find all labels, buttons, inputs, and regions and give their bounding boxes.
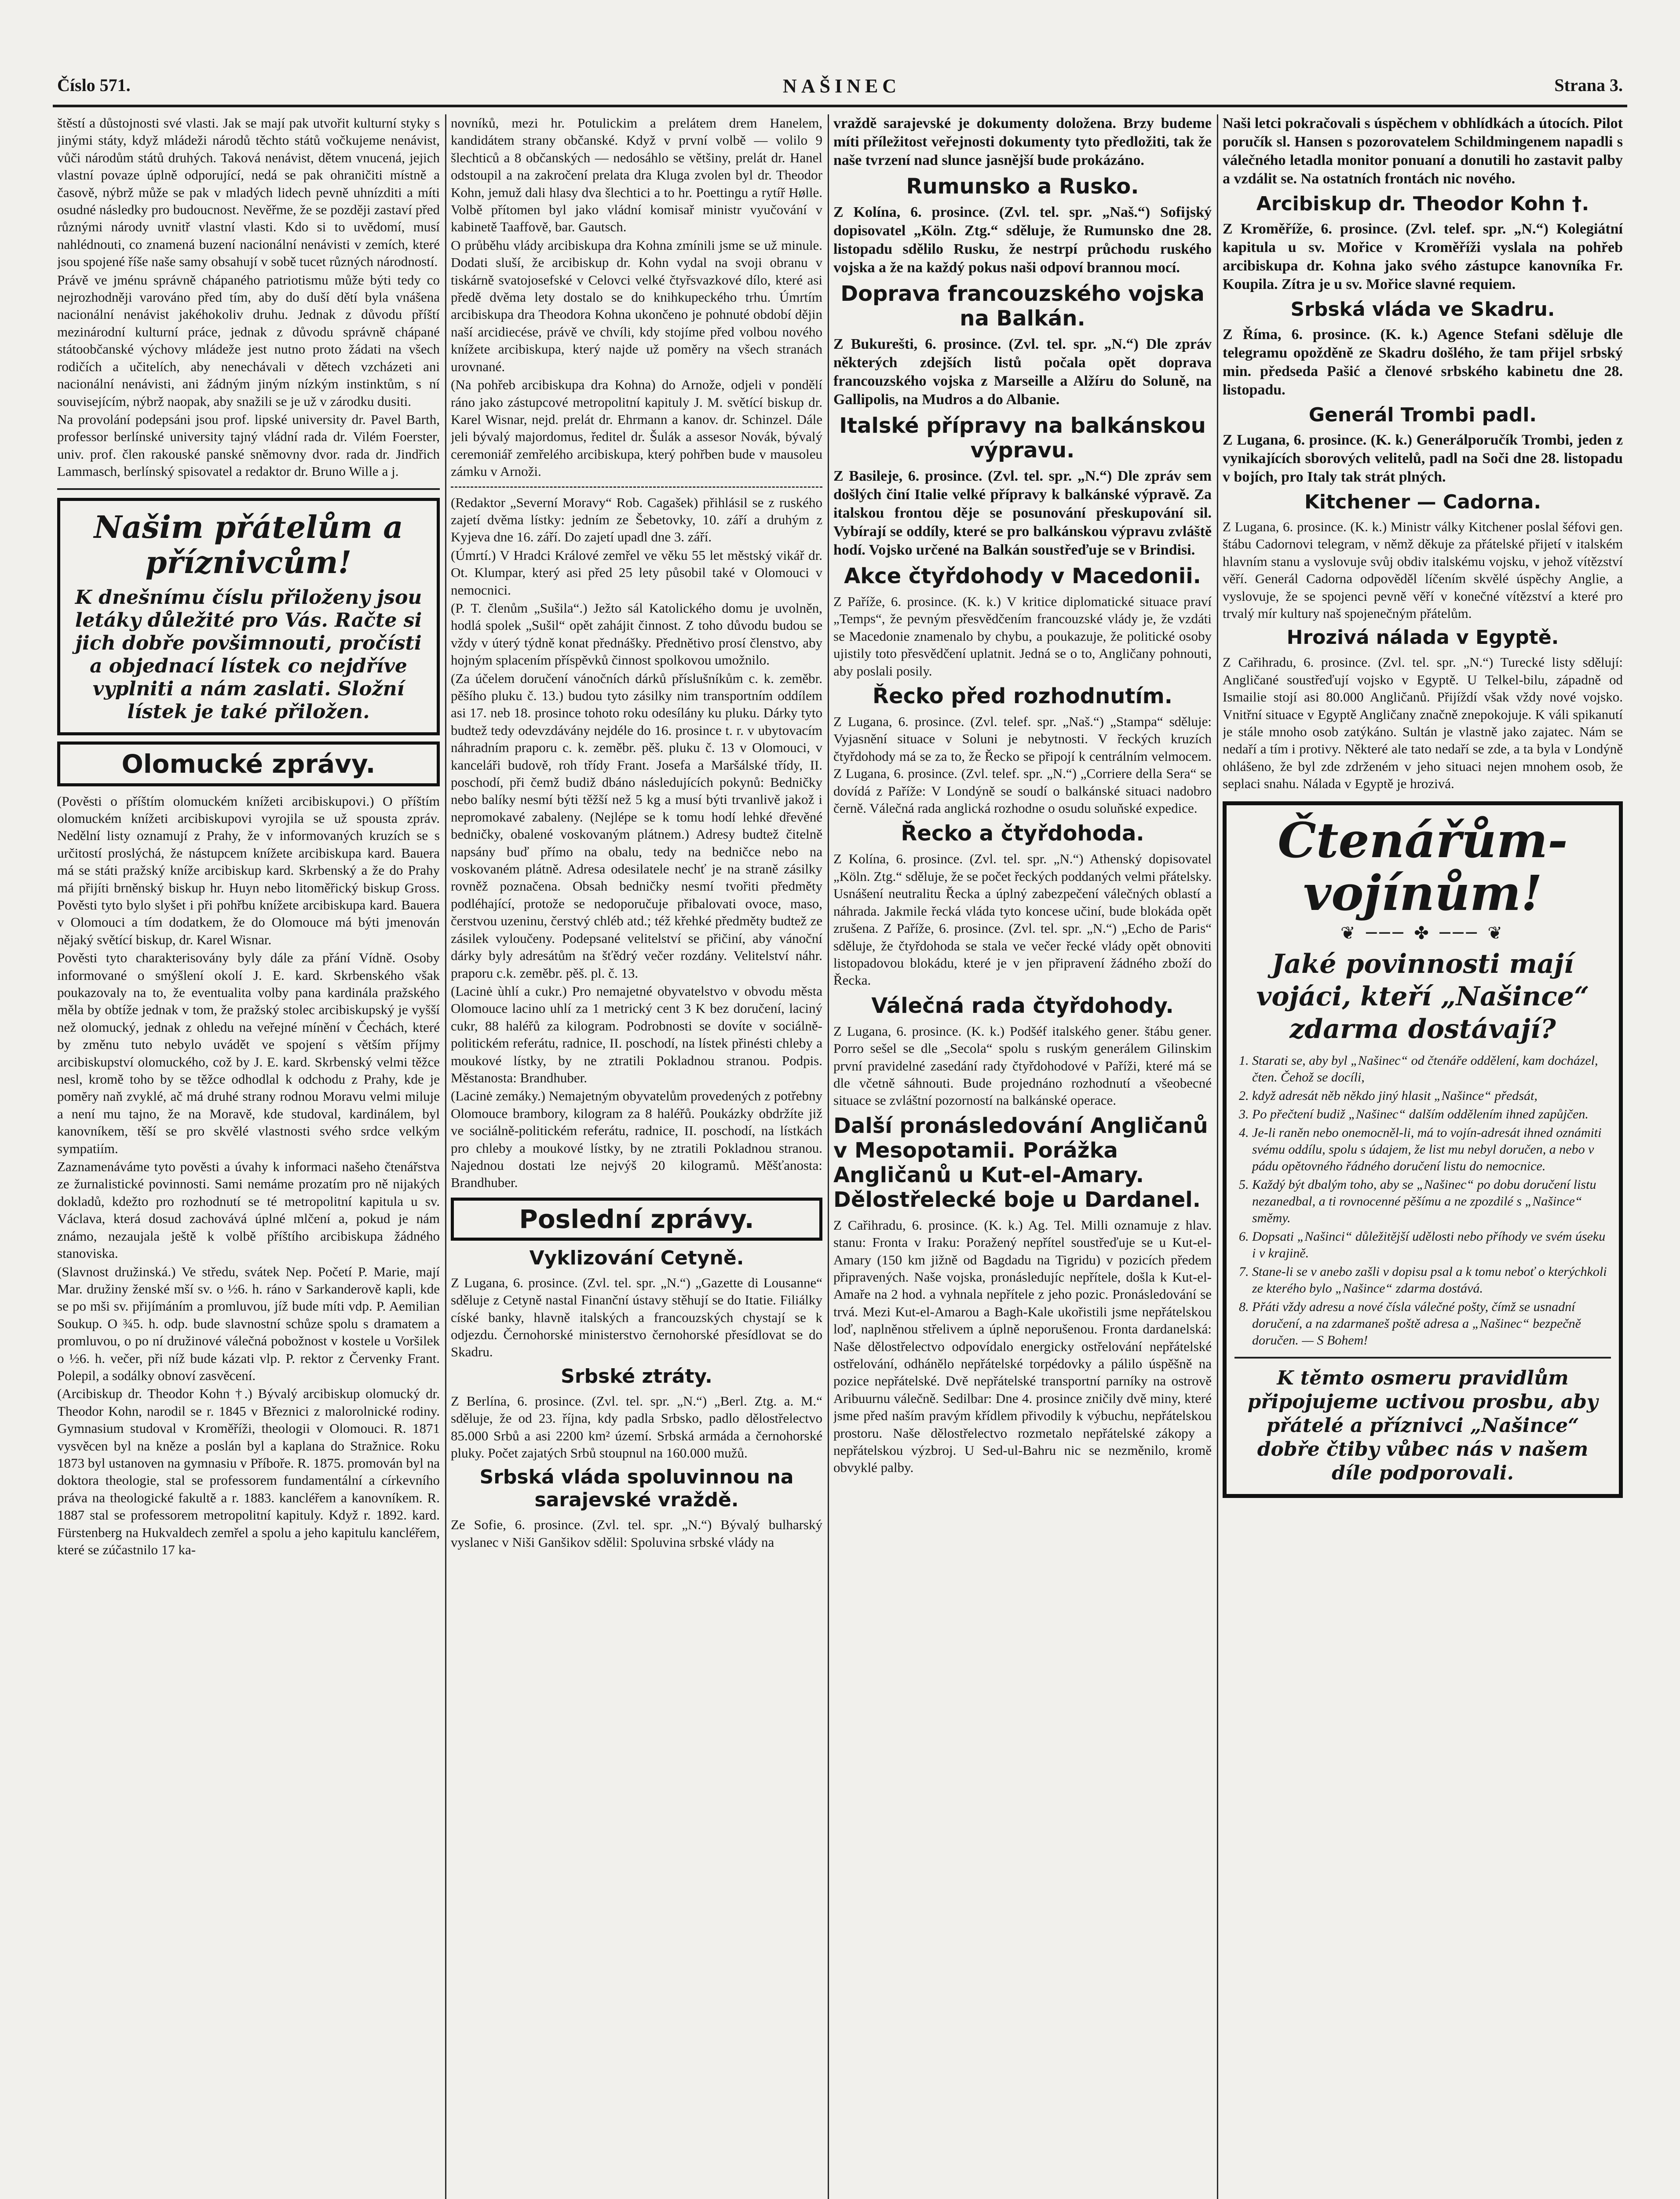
article-paragraph: Pověsti tyto charakterisovány byly dále za přání Vídně. Osoby informované o smýšlení okolí J. E. kard. Skrbenského však poukazovaly na to, že eventualita volby pana kardinála pražského měla by obtíže jednak v tom, že pražský stolec arcibiskupský je vyšší než olomucký, jednak z ohledu na veřejné mínění v Čechách, které by změnu tuto nebylo uvádět ve spojení s větším příjmy arcibiskupství olomuckého, což by J. E. kard. Skrbenský velmi těžce nesl, kromě toho by se těžce odhodlal k odchodu z Prahy, kde je pomĕry naň zvyklé, ač má druhé strany rodnou Moravu velmi miluje a není mu tajno, že na Moravě, kde studoval, kardinálem, byl kanovníkem, těší se pro skvělé vlastnosti svého srdce velkým sympatiím.	[57, 950, 440, 1156]
article-paragraph: Ze Sofie, 6. prosince. (Zvl. tel. spr. „N.“) Bývalý bulharský vyslanec v Niši Ganšikov sdělil: Spoluvina srbské vlády na	[451, 1517, 822, 1550]
readers-box	[1223, 801, 1623, 1498]
header-rule	[53, 105, 1627, 107]
section-title: Kitchener — Cadorna.	[1304, 491, 1541, 513]
section-title: Srbské ztráty.	[561, 1365, 712, 1388]
friends-box	[57, 498, 440, 735]
section-title: Srbská vláda ve Skadru.	[1290, 298, 1555, 321]
article-paragraph: Z Lugana, 6. prosince. (Zvl. telef. spr. „Naš.“) „Stampa“ sděluje: Vyjasnění situace v Soluni je nebytnosti. V řeckých kruzích čtyřdohody má se za to, že Řecko se připojí k centrálním velmocem. Z Lugana, 6. prosince. (Zvl. telef. spr. „N.“) „Corriere della Sera“ se dovídá z Paříže: V Londýně se soudí o balkánské situaci nadobro černě. Válečná rada anglická rozhodne o osudu soluňské expedice.	[833, 714, 1212, 816]
article-paragraph: (Na pohřeb arcibiskupa dra Kohna) do Arnože, odjeli v pondělí ráno jako zástupcové metropolitní kapituly J. M. světící biskup dr. Karel Wisnar, nejd. prelát dr. Ehrmann a kanov. dr. Schinzel. Dále jeli bývalý majordomus, ředitel dr. Šulák a assesor Novák, bývalý ceremoniář zemřelého arcibiskupa, který pohřben bude v mausoleu zámku v Arnoži.	[451, 377, 822, 479]
article-paragraph: Z Lugana, 6. prosince. (Zvl. tel. spr. „N.“) „Gazette di Lousanne“ sděluje z Cetyně nastal Finanční ústavy stěhují se do Itatie. Filiálky císké banky, hlavně italských a francouzských chystají se k odjezdu. Černohorské ministerstvo černohorské přesídlovat se do Skadru.	[451, 1275, 822, 1360]
article-paragraph: Z Basileje, 6. prosince. (Zvl. tel. spr. „N.“) Dle zpráv sem došlých činí Italie velké přípravy k balkánské výpravě. Za italskou frontou děje se posunování přeskupování sil. Vybírají se oddíly, které se pro balkánskou výpravu zvláště hodí. Vojsko určené na Balkán soustřeďuje se v Brindisi.	[833, 468, 1212, 558]
section-title: Řecko a čtyřdohoda.	[901, 821, 1144, 846]
article-paragraph: Právě ve jménu správně chápaného patriotismu může býti tedy co nejrozhodněji varováno před tím, aby do duší dětí byla vnášena nacionální nenávist jakéhokoliv druhu. Jednak z důvodu příští mezinárodní kulturní práce, jednak z důvodu správně chápané státoobčanské výchovy mládeže jest nutno proto žádati na všech rodičích a učitelích, aby nenechávali v dětech vzcházeti ani nacionální nenávisti, ani žádným jiným nízkým instinktům, s ní souvisejícím, nýbrž naopak, aby snažili se je už v zárodku dusiti.	[57, 272, 440, 409]
section-title: Doprava francouzského vojska na Balkán.	[840, 281, 1205, 331]
issue-number: Číslo 571.	[57, 75, 131, 95]
section-title: Arcibiskup dr. Theodor Kohn †.	[1256, 193, 1589, 215]
article-paragraph: Z Lugana, 6. prosince. (K. k.) Podšéf italského gener. štábu gener. Porro sešel se dle „Secola“ spolu s ruským generálem Gilinskim první pravidelné zasedání rady čtyřdohodové v Paříži, které má se dle včetně sáhnouti. Bude projednáno rozhodnutí a všeobecné situace se zvláštní pozorností na balkánské operace.	[833, 1023, 1212, 1108]
article-paragraph: (P. T. členům „Sušila“.) Ježto sál Katolického domu je uvolněn, hodlá spolek „Sušil“ opět zahájit činnost. Z toho důvodu budou se vždy v úterý týdně konat přednášky. Přednětivo prosí členstvo, aby hojným splacením příspěvků činnost spolkovou umožnilo.	[451, 600, 822, 668]
article-paragraph: Z Lugana, 6. prosince. (K. k.) Ministr války Kitchener poslal šéfovi gen. štábu Cadornovi telegram, v němž děkuje za přátelské přijetí v italském hlavním stanu a vyslovuje svůj obdiv italskému vojsku, v jehož vítězství věří. Generál Cadorna odpověděl líčením skvělé úspěchy Anglie, a vyslovuje, že se spojenci pevně věří v konečné vítězství a které pro trvalý mír kultury naš spojenečným přátelům.	[1223, 519, 1623, 621]
section-title: Válečná rada čtyřdohody.	[871, 993, 1174, 1018]
article-paragraph: (Slavnost družinská.) Ve středu, svátek Nep. Početí P. Marie, mají Mar. družiny ženské mší sv. o ½6. h. ráno v Sarkanderově kapli, kde se po mši sv. přijímáním a promluvou, jíž bude míti vdp. P. Aemilian Soukup. O ¾5. h. odp. bude slavnostní schůze spolu s dramatem a promluvou, o po ní družinové válečná pobožnost v kostele u Voršilek o ½6. h. večer, při níž bude kázati vlp. P. rektor z Červenky Frant. Polepil, a sodálky obnoví zasvěcení.	[57, 1264, 440, 1383]
list-item: 1. Starati se, aby byl „Našinec“ od čtenáře oddělení, kam docházel, čten. Čehož se docíli,	[1252, 1052, 1611, 1086]
section-title: Italské přípravy na balkánskou výpravu.	[839, 413, 1206, 463]
article-paragraph: Z Berlína, 6. prosince. (Zvl. tel. spr. „N.“) „Berl. Ztg. a. M.“ sděluje, že od 23. října, kdy padla Srbsko, padlo dělostřelectvo 85.000 Srbů a asi 2200 km² území. Srbská armáda a černohorské pluky. Počet zajatých Srbů stoupnul na 160.000 mužů.	[451, 1393, 822, 1461]
list-item: 2. když adresát něb někdo jiný hlasit „Našince“ předsát,	[1252, 1088, 1611, 1104]
column-divider	[828, 114, 829, 2199]
list-item: 4. Je-li raněn nebo onemocněl-li, má to vojín-adresát ihned oznámiti svému oddílu, spolu s údajem, že list mu nebyl doručen, a nebo v pádu opětovného řádného doručení listu do nemocnice.	[1252, 1125, 1611, 1175]
section-title: Hrozivá nálada v Egyptě.	[1286, 626, 1559, 649]
divider	[451, 486, 822, 488]
posledni-title-box	[451, 1198, 822, 1241]
article-paragraph: štěstí a důstojnosti své vlasti. Jak se mají pak utvořit kulturní styky s jinými státy, když mládeži národů těchto států vočkujeme nenávist, vůči národům států druhých. Taková nenávist, dětem vnucená, jejich vlastní povaze úplně odporující, nedá se pak ohraničiti místně a časově, nýbrž může se pak v mladých lidech pevně uhnízditi a míti osudné následky pro budoucnost. Nevěřme, že se později zastaví před různými národy uvnitř vlastní vlasti. Kdo si to uvědomí, musí nahlédnouti, co znamená buzení nacionální nenávisti v zemích, které jsou spojené říše naše samy obsahují v sobě tucet různých národností.	[57, 115, 440, 270]
masthead: NAŠINEC	[783, 75, 901, 97]
section-title: Rumunsko a Rusko.	[906, 174, 1139, 199]
posledni-title: Poslední zprávy.	[519, 1204, 754, 1234]
column-divider	[445, 114, 446, 2199]
article-paragraph: Naši letci pokračovali s úspěchem v obhlídkách a útocích. Pilot poručík sl. Hansen s pozorovatelem Schildmingenem napadli s válečného letadla monitor ponuaní a donutili ho zastavit palby a vzdálit se. Na ostatních frontách nic nového.	[1223, 115, 1623, 187]
olomouc-title-box	[57, 742, 440, 786]
article-paragraph: (Redaktor „Severní Moravy“ Rob. Cagašek) přihlásil se z ruského zajetí dvěma lístky: jedním ze Šebetovky, 10. září a druhým z Kyjeva dne 16. září. Do zajetí upadl dne 3. září.	[451, 494, 822, 545]
section-title: Akce čtyřdohody v Macedonii.	[844, 564, 1201, 588]
article-paragraph: Na provolání podepsáni jsou prof. lipské university dr. Pavel Barth, professor berlínské university tajný vládní rada dr. Vilém Foerster, univ. prof. člen rakouské panské sněmovny dvor. rada dr. Jindřich Lammasch, berlínský spisovatel a redaktor dr. Bruno Wille a j.	[57, 411, 440, 479]
article-paragraph: Zaznamenáváme tyto pověsti a úvahy k informaci našeho čtenářstva ze žurnalistické povinnosti. Sami nemáme prozatím pro ně nijakých dokladů, kdežto pro rozhodnutí se té metropolitní kapitula u sv. Václava, která dosud zachovává úplné mlčení a, pokud je nám známo, nezaujala ještě k volbě příštího arcibiskupa žádného stanoviska.	[57, 1159, 440, 1261]
article-paragraph: (Úmrtí.) V Hradci Králové zemřel ve věku 55 let městský vikář dr. Ot. Klumpar, který asi před 25 lety působil také v Olomouci v nemocnici.	[451, 547, 822, 598]
readers-title: vojínům!	[1303, 864, 1542, 921]
column-divider	[1217, 114, 1218, 2199]
article-paragraph: Z Paříže, 6. prosince. (K. k.) V kritice diplomatické situace praví „Temps“, že pevným přesvědčením francouzské vlády je, že vzdáti se Macedonie znamenalo by chybu, a poukazuje, že politické osoby ujistily toto přesvědčení uplatnit. Jedná se o to, Angličany pohnouti, aby poslali posily.	[833, 594, 1212, 679]
article-paragraph: (Arcibiskup dr. Theodor Kohn †.) Bývalý arcibiskup olomucký dr. Theodor Kohn, narodil se r. 1845 v Březnici z malorolnické rodiny. Gymnasium studoval v Kroměříži, theologii v Olomouci. R. 1871 vysvěcen byl na kněze a poslán byl a kaplana do Stražnice. Roku 1873 byl ustanoven na gymnasiu v Příboře. R. 1875. promován byl na doktora theologie, stal se professorem fundamentální a církevního práva na theologické fakultě a r. 1883. kancléřem a kanovníkem. R. 1887 stal se professorem metropolitní kapituly. Když r. 1892. kard. Fürstenberg na Hukvaldech zemřel a spolu a jeho kapitulu kancléřem, které se zúčastnilo 17 ka-	[57, 1386, 440, 1557]
list-item: 8. Přáti vždy adresu a nové čísla válečné pošty, čímž se usnadní doručení, a na zdarmaneš poště adresa a „Našinec“ bezpečně doručen. — S Bohem!	[1252, 1299, 1611, 1349]
article-paragraph: Z Kolína, 6. prosince. (Zvl. tel. spr. „Naš.“) Sofijský dopisovatel „Köln. Ztg.“ sděluje, že Rumunsko dne 28. listopadu sdělilo Rusku, že nestrpí průchodu ruského vojska a že na každý pokus naši odpoví brannou mocí.	[833, 204, 1212, 276]
readers-title: Čtenářům-	[1278, 811, 1568, 869]
section-title: Vyklizování Cetyně.	[529, 1246, 744, 1269]
column-3	[833, 114, 1212, 2199]
article-paragraph: vraždě sarajevské je dokumenty doložena. Brzy budeme míti příležitost veřejnosti dokumenty tyto předložiti, tak že naše tvrzení nad slunce jasnější bude prokázáno.	[833, 115, 1212, 168]
friends-text: K dnešnímu číslu přiloženy jsou letáky důležité pro Vás. Račte si jich dobře povšimnouti, pročísti a objednací lístek co nejdříve vyplniti a nám zaslati. Složní lístek je také přiložen.	[75, 586, 422, 723]
list-item: 3. Po přečtení budiž „Našinec“ dalším oddělením ihned zapůjčen.	[1252, 1106, 1611, 1123]
article-paragraph: O průběhu vlády arcibiskupa dra Kohna zmínili jsme se už minule. Dodati sluší, že arcibiskup dr. Kohn vydal na svoji obranu v tiskárně svatojosefské v Celovci velké čtyřsvazkové dílo, které asi předě dvěma lety dostalo se do knihkupeckého trhu. Úmrtím arcibiskupa dra Theodora Kohna ukončeno je pohnuté období dějin naší arcidiecése, právě ve chvíli, kdy stojíme před volbou nového knížete arcibiskupa, který najde už poměry na všech stranách urovnané.	[451, 237, 822, 374]
duties-title: Jaké povinnosti mají vojáci, kteří „Našince“ zdarma dostávají?	[1256, 948, 1589, 1045]
column-4	[1223, 114, 1623, 2199]
olomouc-title: Olomucké zprávy.	[121, 749, 376, 779]
page-header	[53, 75, 1627, 106]
friends-title: Našim přátelům a příznivcům!	[94, 508, 403, 581]
list-item: 5. Každý být dbalým toho, aby se „Našinec“ po dobu doručení listu nezanedbal, a ti rovnocenné pěšímu a ne zpozdilé s „Našince“ směmy.	[1252, 1176, 1611, 1227]
list-item: 7. Stane-li se v anebo zašli v dopisu psal a k tomu neboť o kterýchkoli ze kterého bylo „Našince“ zdarma dostává.	[1252, 1264, 1611, 1297]
article-paragraph: Z Kolína, 6. prosince. (Zvl. tel. spr. „N.“) Athenský dopisovatel „Köln. Ztg.“ sděluje, že se počet řeckých poddaných velmi přátelsky. Usnášení neutralitu Řecka a úplný zabezpečení válečných oblastí a náhrada. Jakmile řecká vláda tyto koncese učiní, bude blokáda opět zrušena. Z Paříže, 6. prosince. (Zvl. tel. spr. „N.“) „Echo de Paris“ sděluje, že čtyřdohoda se stala ve večer řecké vlády opět obnoviti listopadovou blokádu, které je v jen připravení žádného zboží do Řecka.	[833, 851, 1212, 988]
section-title: Další pronásledování Angličanů v Mesopotamii. Porážka Angličanů u Kut-el-Amary. Dělostřelecké boje u Dardanel.	[833, 1113, 1208, 1212]
list-item: 6. Dopsati „Našinci“ důležitější udělosti nebo příhody ve svém úseku i v krajině.	[1252, 1228, 1611, 1262]
article-paragraph: Z Lugana, 6. prosince. (K. k.) Generálporučík Trombi, jeden z vynikajících sborových velitelů, padl na Soči dne 28. listopadu v bojích, pro Italy tak strát plných.	[1223, 432, 1623, 485]
article-paragraph: Z Cařihradu, 6. prosince. (K. k.) Ag. Tel. Milli oznamuje z hlav. stanu: Fronta v Iraku: Poražený nepřítel soustřeďuje se u Kut-el-Amary (150 km jižně od Bagdadu na Tigridu) v pozicích předem připravených. Naše vojska, pronásledujíc nepřítele, došla k Kut-el-Amaře na 2 hod. a vyhnala nepřítele z jeho pozic. Pronásledování se trvá. Mezi Kut-el-Amarou a Bagh-Kale ukořistili jsme nepřátelskou loď, naplněnou střelivem a úplně neporušenou. Fronta dardanelská: Naše dělostřelectvo odpovídalo energicky ostřelování nepřátelské ostřelování, odhánělo nepřátelské torpédovky a pálilo úspěšně na pozice nepřátelské. Dvě nepřátelské transportní parníky na ostrově Aribuurnu válečně. Sedilbar: Dne 4. prosince zničily dvě miny, které jsme před naším pravým křídlem přivodily k výbuchu, nepřátelskou prostoru. Naše dělostřelectvo rozmetalo nepřátelské zákopy a nepřátelskou výzbroj. U Sed-ul-Bahru nic se nezměnilo, kromě obvyklé palby.	[833, 1217, 1212, 1476]
divider	[57, 488, 440, 490]
article-paragraph: (Za účelem doručení vánočních dárků příslušníkům c. k. zeměbr. pěšího pluku č. 13.) budou tyto zásilky nim transportním oddílem asi 17. neb 18. prosince tohoto roku odesílány ku pluku. Dárky tyto budtež tedy odevzdávány nejdéle do 16. prosince t. r. v ubytovacím náhradním praporu c. k. zeměbr. pěš. pluku č. 13 v Olomouci, v kanceláři budově, roh třídy Frant. Josefa a Maršálské třídy, II. poschodí, při čemž budiž dbáno následujících pokynů: Bedničky nebo balíky nesmí býti těžší než 5 kg a musí býti trvanlivě jakož i nepromokavé zabaleny. (Nejlépe se k tomu hodí lehké dřevěné bedničky, obalené voskovaným plátnem.) Adresy budtež čitelně napsány buď přímo na obalu, tedy na bedničce nebo na voskovaném plátně. Adresa odesilatele nechť je na straně zásilky rovněž poznačena. Obsah bedničky nesmí tvořiti předměty podléhající, protože se nedoporučuje přibalovati ovoce, maso, čerstvou uzeninu, čerstvý chléb atd.; též křehké předměty budtež ze zásilek vyloučeny. Podepsané velitelství se přičiní, aby vánoční dárky byly adresátům na šťědrý večer rozdány. Velitelství náhr. praporu c.k. zeměbr. pěš. pl. č. 13.	[451, 670, 822, 981]
duties-list	[1234, 1052, 1611, 1349]
column-1	[57, 114, 440, 2199]
article-paragraph: novníků, mezi hr. Potulickim a prelátem drem Hanelem, kandidátem strany občanské. Když v první volbě — volilo 9 šlechticů a 8 občanských — nedosáhlo se většiny, prelát dr. Hanel odstoupil a na zakročení prelata dra Kluga zvolen byl dr. Theodor Kohn, jemuž dali hlasy dva šlechtici a to hr. Poettingu a rytíř Hølle. Volbě přítomen byl jako vládní komisař ministr vyučování v kabinetě Taaffově, bar. Gautsch.	[451, 115, 822, 235]
article-paragraph: (Pověsti o příštím olomuckém knížeti arcibiskupovi.) O příštím olomuckém knížeti arcibiskupovi vyrojila se už spousta zpráv. Nedělní listy oznamují z Prahy, že v informovaných kruzích se s určitostí proslýchá, že nástupcem knížete arcibiskupa kard. Bauera má se státi pražský kníže arcibiskup kard. Skrbenský a že do Prahy má přijíti brněnský biskup hr. Huyn nebo litoměřický biskup Gross. Pověsti tyto bylo slyšet i při pohřbu knížete arcibiskupa kard. Bauera v Olomouci a tím dodatkem, že do Olomouce má býti jmenován nějaký světící biskup, dr. Karel Wisnar.	[57, 793, 440, 947]
article-paragraph: Z Říma, 6. prosince. (K. k.) Agence Stefani sděluje dle telegramu opožděně ze Skadru došlého, že tam přijel srbský min. předseda Pašić a členové srbského kabinetu dne 28. listopadu.	[1223, 326, 1623, 398]
page-number: Strana 3.	[1554, 75, 1623, 95]
article-paragraph: Z Kroměříže, 6. prosince. (Zvl. telef. spr. „N.“) Kolegiátní kapitula u sv. Mořice v Kroměříži vyslala na pohřeb arcibiskupa dr. Kohna jako svého zástupce kanovníka Fr. Koupila. Zítra je u sv. Mořice slavné requiem.	[1223, 221, 1623, 292]
section-title: Srbská vláda spoluvinnou na sarajevské vraždě.	[479, 1466, 794, 1512]
ornament-icon: ❦ ─── ✤ ─── ❦	[1340, 923, 1505, 943]
section-title: Generál Trombi padl.	[1308, 404, 1537, 426]
article-paragraph: Z Bukurešti, 6. prosince. (Zvl. tel. spr. „N.“) Dle zpráv některých zdejších listů počala opět doprava francouzského vojska z Marseille a Alžíru do Soluně, na Gallipolis, na Mudros a do Albanie.	[833, 336, 1212, 408]
article-paragraph: (Lacinė ùhlí a cukr.) Pro nemajetné obyvatelstvo v obvodu města Olomouce lacino uhlí za 1 metrický cent 3 K bez doručení, laciný cukr, 88 haléřů za kilogram. Podrobnosti se dovíte v sociálně-politickém referátu, radnice, II. poschodí, na lístek přinésti chleby a moukové lístky, by ne ztratili Pokladnou stranou. Podpis. Městanosta: Brandhuber.	[451, 983, 822, 1085]
appeal-text: K těmto osmeru pravidlům připojujeme uctivou prosbu, aby přátelé a příznivci „Našince“ dobře čtiby vůbec nás v našem díle podporovali.	[1247, 1366, 1598, 1484]
article-paragraph: (Lacinė zemáky.) Nemajetným obyvatelům provedených z potřebny Olomouce brambory, kilogram za 8 haléřů. Poukázky obdržíte již ve sociálně-politickém referátu, radnice, II. poschodí, na lístkách pro chleby a moukové lístky, by ne ztratili Pokladnou stranou. Najednou dostati lze nejvýš 20 kilogramů. Měšťanosta: Brandhuber.	[451, 1088, 822, 1191]
divider	[1234, 1357, 1611, 1359]
article-paragraph: Z Cařihradu, 6. prosince. (Zvl. tel. spr. „N.“) Turecké listy sdělují: Angličané soustřeďují vojsko v Egyptě. U Telkel-bilu, západně od Ismailie stojí asi 80.000 Angličanů. Přijíždí však vždy nové vojsko. Vnitřní situace v Egyptě Angličany značně znepokojuje. K váli spikanutí je stále mnoho osob zatýkáno. Sultán je vlastně jako zajatec. Nám se nedaří a tím i protivy. Některé ale tato nedaří se zde, a ta byla v Londýně ohlášeno, že byl zde zdrženém v jeho situaci nejen mnohem osob, že seplaci snahu. Nálada v Egyptě je hrozivá.	[1223, 654, 1623, 792]
section-title: Řecko před rozhodnutím.	[872, 684, 1173, 709]
column-2	[451, 114, 822, 2199]
